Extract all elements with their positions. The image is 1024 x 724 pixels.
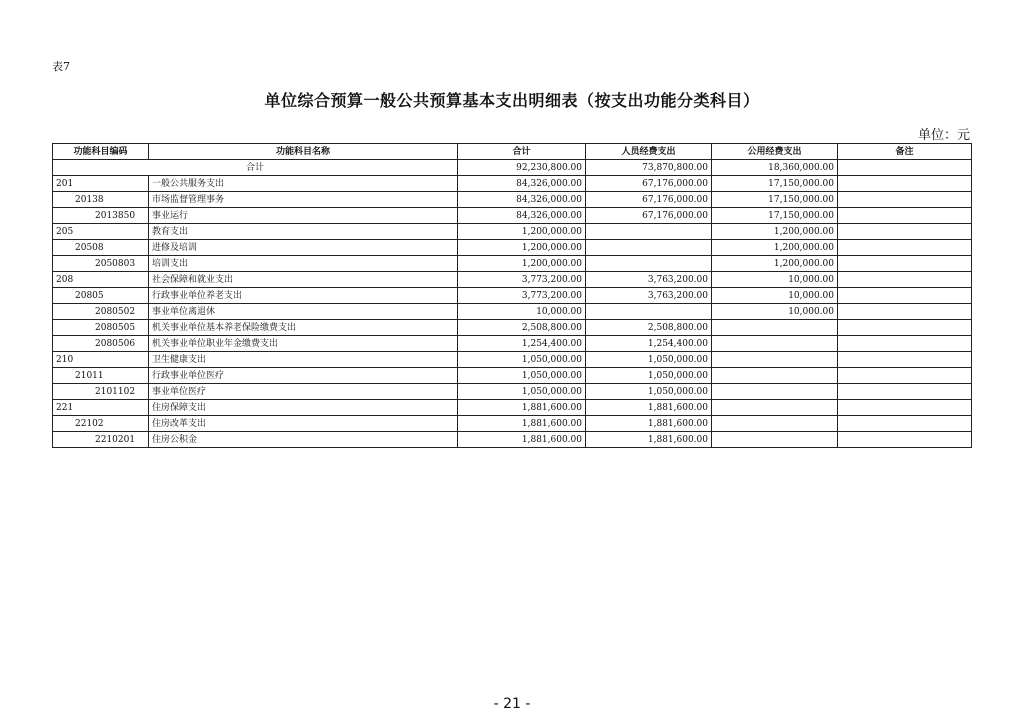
table-row [53,320,972,336]
row-name: 住房保障支出 [149,400,458,416]
row-code: 2210201 [53,432,149,448]
row-total: 1,881,600.00 [458,432,586,448]
row-public: 1,200,000.00 [712,240,838,256]
table-row [53,224,972,240]
row-note [838,192,972,208]
table-number-label: 表7 [52,60,70,73]
row-name: 机关事业单位基本养老保险缴费支出 [149,320,458,336]
row-code: 2013850 [53,208,149,224]
row-total: 3,773,200.00 [458,272,586,288]
row-code: 21011 [53,368,149,384]
row-code: 205 [53,224,149,240]
total-row-note [838,160,972,176]
header-row [53,144,972,160]
row-total: 1,881,600.00 [458,416,586,432]
row-name: 一般公共服务支出 [149,176,458,192]
table-row [53,336,972,352]
row-total: 1,881,600.00 [458,400,586,416]
row-code: 2101102 [53,384,149,400]
budget-table [52,143,972,448]
row-personnel: 1,881,600.00 [586,400,712,416]
row-public [712,400,838,416]
row-personnel [586,224,712,240]
row-personnel: 1,881,600.00 [586,432,712,448]
row-name: 事业单位离退休 [149,304,458,320]
header-code: 功能科目编码 [53,144,149,160]
row-personnel: 1,050,000.00 [586,352,712,368]
row-personnel [586,256,712,272]
row-personnel: 67,176,000.00 [586,208,712,224]
row-note [838,304,972,320]
document-title: 单位综合预算一般公共预算基本支出明细表（按支出功能分类科目） [264,91,760,110]
unit-label: 单位：元 [917,128,970,143]
row-name: 进修及培训 [149,240,458,256]
row-total: 1,254,400.00 [458,336,586,352]
row-name: 住房改革支出 [149,416,458,432]
row-code: 20805 [53,288,149,304]
row-total: 84,326,000.00 [458,208,586,224]
row-personnel [586,240,712,256]
table-body [53,160,972,448]
row-code: 201 [53,176,149,192]
row-code: 20508 [53,240,149,256]
header-personnel: 人员经费支出 [586,144,712,160]
row-name: 教育支出 [149,224,458,240]
row-name: 卫生健康支出 [149,352,458,368]
total-row-personnel: 73,870,800.00 [586,160,712,176]
row-total: 1,200,000.00 [458,240,586,256]
row-public: 1,200,000.00 [712,256,838,272]
row-public [712,368,838,384]
page-number: - 21 - [493,696,531,712]
table-row [53,400,972,416]
row-name: 行政事业单位养老支出 [149,288,458,304]
row-total: 84,326,000.00 [458,176,586,192]
row-personnel: 1,050,000.00 [586,368,712,384]
row-note [838,384,972,400]
table-row [53,384,972,400]
row-name: 事业单位医疗 [149,384,458,400]
row-note [838,416,972,432]
row-personnel: 3,763,200.00 [586,288,712,304]
row-note [838,368,972,384]
table-row [53,176,972,192]
row-personnel: 67,176,000.00 [586,176,712,192]
row-public [712,336,838,352]
row-public: 10,000.00 [712,288,838,304]
table-row [53,256,972,272]
row-name: 行政事业单位医疗 [149,368,458,384]
row-code: 2050803 [53,256,149,272]
row-total: 2,508,800.00 [458,320,586,336]
row-code: 2080505 [53,320,149,336]
row-note [838,240,972,256]
row-note [838,288,972,304]
row-note [838,272,972,288]
row-public: 17,150,000.00 [712,208,838,224]
row-personnel: 67,176,000.00 [586,192,712,208]
total-row-total: 92,230,800.00 [458,160,586,176]
row-name: 培训支出 [149,256,458,272]
row-name: 机关事业单位职业年金缴费支出 [149,336,458,352]
row-public [712,432,838,448]
row-public: 17,150,000.00 [712,192,838,208]
row-public: 17,150,000.00 [712,176,838,192]
row-note [838,176,972,192]
row-name: 住房公积金 [149,432,458,448]
row-public [712,320,838,336]
row-code: 221 [53,400,149,416]
row-code: 2080502 [53,304,149,320]
row-note [838,208,972,224]
row-personnel: 3,763,200.00 [586,272,712,288]
row-code: 210 [53,352,149,368]
row-total: 1,200,000.00 [458,256,586,272]
row-name: 社会保障和就业支出 [149,272,458,288]
table-row [53,272,972,288]
row-note [838,352,972,368]
row-note [838,320,972,336]
row-note [838,256,972,272]
table-row [53,304,972,320]
table-row [53,352,972,368]
row-public: 10,000.00 [712,272,838,288]
row-public [712,352,838,368]
table-header [53,144,972,160]
row-public [712,416,838,432]
table-row [53,288,972,304]
row-note [838,432,972,448]
row-code: 2080506 [53,336,149,352]
row-public: 1,200,000.00 [712,224,838,240]
row-code: 208 [53,272,149,288]
row-public: 10,000.00 [712,304,838,320]
row-name: 事业运行 [149,208,458,224]
table-row [53,416,972,432]
row-total: 84,326,000.00 [458,192,586,208]
row-name: 市场监督管理事务 [149,192,458,208]
row-personnel [586,304,712,320]
row-personnel: 1,050,000.00 [586,384,712,400]
row-total: 10,000.00 [458,304,586,320]
header-total: 合计 [458,144,586,160]
header-public: 公用经费支出 [712,144,838,160]
row-note [838,400,972,416]
row-personnel: 1,254,400.00 [586,336,712,352]
row-personnel: 2,508,800.00 [586,320,712,336]
row-note [838,224,972,240]
table-row [53,192,972,208]
row-code: 20138 [53,192,149,208]
row-code: 22102 [53,416,149,432]
total-row-public: 18,360,000.00 [712,160,838,176]
row-total: 1,050,000.00 [458,352,586,368]
table-row [53,432,972,448]
table-row [53,208,972,224]
table-row [53,368,972,384]
header-name: 功能科目名称 [149,144,458,160]
row-total: 3,773,200.00 [458,288,586,304]
header-note: 备注 [838,144,972,160]
table-row [53,240,972,256]
row-note [838,336,972,352]
row-total: 1,050,000.00 [458,384,586,400]
total-row [53,160,972,176]
total-row-label: 合计 [53,160,458,176]
row-total: 1,050,000.00 [458,368,586,384]
row-total: 1,200,000.00 [458,224,586,240]
row-personnel: 1,881,600.00 [586,416,712,432]
row-public [712,384,838,400]
